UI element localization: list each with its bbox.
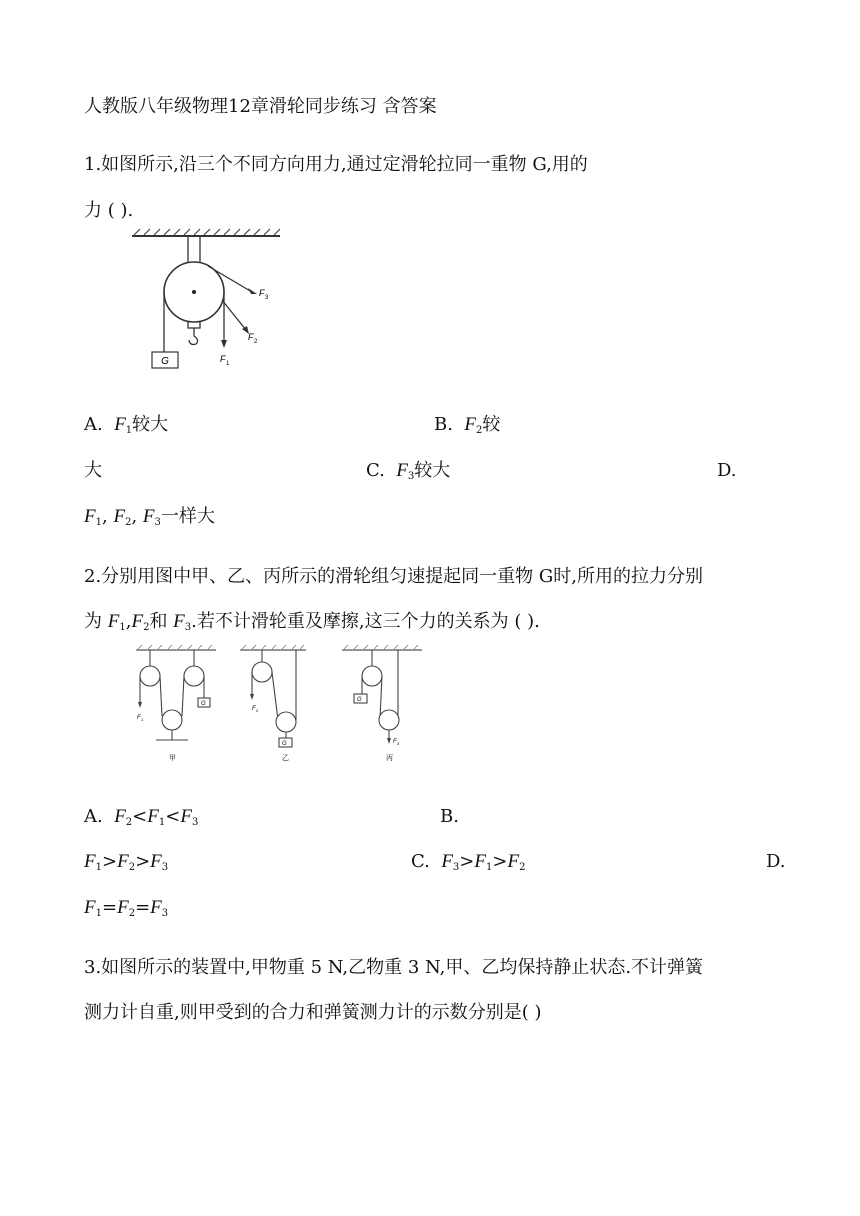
q2-stem-line2: 为 $F_1,F_2$和 $F_3$.若不计滑轮重及摩擦,这三个力的关系为 ( ). [84,611,540,633]
q2-option-b-letter: B. [440,806,459,827]
q1-option-a: A. $F_1$较大 [84,414,169,436]
svg-text:G: G [357,697,362,703]
q1-fig-F1-label: F [220,354,226,364]
svg-text:1: 1 [141,717,144,722]
q3-stem-line2: 测力计自重,则甲受到的合力和弹簧测力计的示数分别是( ) [84,1002,542,1023]
svg-text:1: 1 [226,361,230,367]
q1-fig-G-label: G [161,356,169,367]
q1-fig-F2-label: F [248,332,254,342]
q2-option-b: $F_1>F_2>F_3$ [84,851,169,873]
svg-text:3: 3 [265,295,269,301]
svg-text:F: F [252,706,256,712]
q1-fig-F3-label: F [259,288,265,298]
page-title: 人教版八年级物理12章滑轮同步练习 含答案 [84,96,437,117]
q2-option-c: C. $F_3>F_1>F_2$ [411,851,526,873]
q3-stem-line1: 3.如图所示的装置中,甲物重 5 N,乙物重 3 N,甲、乙均保持静止状态.不计弹簧 [84,957,704,978]
q2-fig-yi-label: 乙 [282,755,289,762]
q1-stem-line2: 力 ( ). [84,200,134,221]
q1-stem-line1: 1.如图所示,沿三个不同方向用力,通过定滑轮拉同一重物 G,用的 [84,154,588,175]
q2-option-d-letter: D. [766,851,786,872]
svg-text:F: F [137,715,141,721]
q2-fig-bing-label: 丙 [386,755,393,762]
svg-text:3: 3 [397,741,400,746]
q1-option-d-letter: D. [717,460,737,481]
q2-pulley-systems-figure [128,644,428,770]
svg-text:F: F [393,739,397,745]
q1-option-b-cont: 大 [84,460,102,481]
svg-text:G: G [282,741,287,747]
q1-option-d: $F_1$, $F_2$, $F_3$一样大 [84,506,215,528]
q2-fig-jia-label: 甲 [169,755,176,762]
svg-text:2: 2 [256,708,259,713]
svg-text:2: 2 [254,339,258,345]
q1-option-c: C. $F_3$较大 [366,460,451,482]
q1-fixed-pulley-figure [128,228,288,374]
q2-stem-line1: 2.分别用图中甲、乙、丙所示的滑轮组匀速提起同一重物 G时,所用的拉力分别 [84,566,703,587]
q1-option-b: B. $F_2$较 [434,414,501,436]
q2-option-d: $F_1=F_2=F_3$ [84,897,169,919]
svg-text:G: G [201,701,206,707]
q2-option-a: A. $F_2<F_1<F_3$ [84,806,199,828]
